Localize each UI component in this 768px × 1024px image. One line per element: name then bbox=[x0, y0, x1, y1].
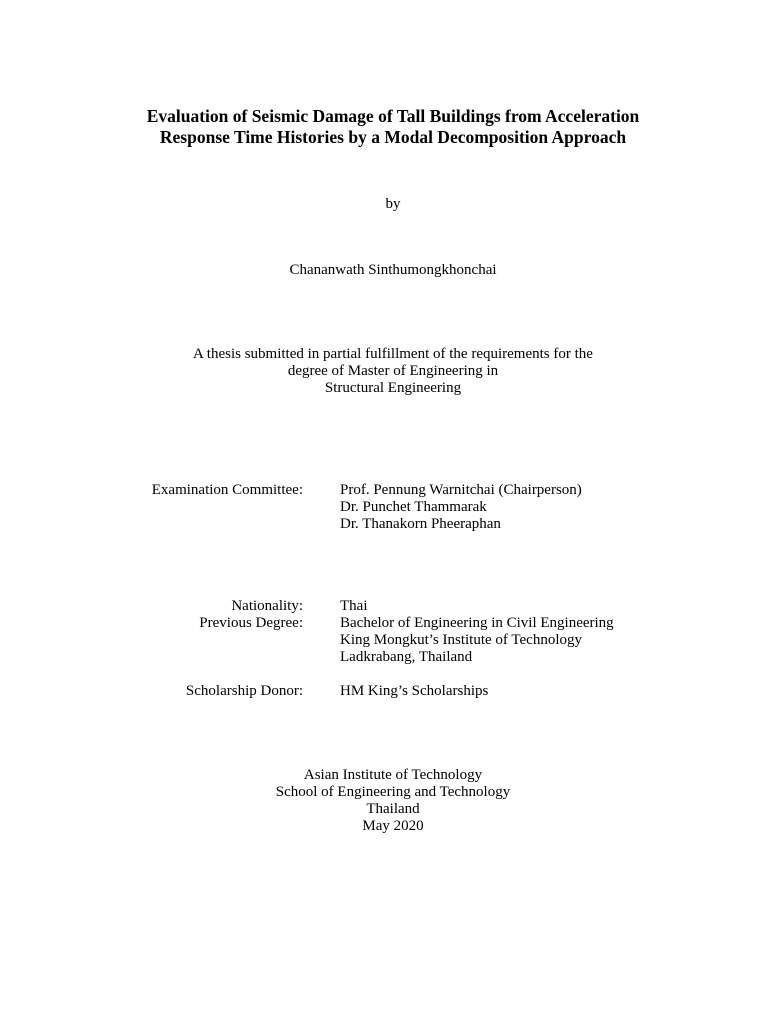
previous-degree-label: Previous Degree: bbox=[199, 615, 303, 631]
thesis-title-line-1: Evaluation of Seismic Damage of Tall Buildings from Acceleration bbox=[146, 106, 640, 126]
committee-member: Prof. Pennung Warnitchai (Chairperson) bbox=[340, 482, 582, 498]
author-name: Chananwath Sinthumongkhonchai bbox=[289, 262, 497, 278]
scholarship-label: Scholarship Donor: bbox=[185, 683, 303, 699]
purpose-line-1: A thesis submitted in partial fulfillment of the requirements for the bbox=[193, 346, 593, 362]
purpose-line-2: degree of Master of Engineering in bbox=[287, 363, 499, 379]
committee-member: Dr. Thanakorn Pheeraphan bbox=[340, 516, 501, 532]
committee-members bbox=[340, 482, 582, 533]
school-name: School of Engineering and Technology bbox=[275, 784, 511, 800]
committee-member: Dr. Punchet Thammarak bbox=[340, 499, 487, 515]
submission-date: May 2020 bbox=[362, 818, 424, 834]
nationality-value: Thai bbox=[340, 598, 368, 614]
thesis-title bbox=[0, 106, 768, 148]
by-text: by bbox=[385, 196, 401, 212]
country: Thailand bbox=[366, 801, 420, 817]
nationality-label: Nationality: bbox=[231, 598, 303, 614]
purpose-line-3: Structural Engineering bbox=[324, 380, 462, 396]
scholarship-value: HM King’s Scholarships bbox=[340, 683, 489, 699]
previous-degree-value bbox=[340, 615, 614, 666]
institution-block bbox=[0, 767, 768, 835]
thesis-purpose-statement bbox=[0, 346, 768, 397]
committee-label: Examination Committee: bbox=[151, 482, 303, 498]
institution-name: Asian Institute of Technology bbox=[303, 767, 483, 783]
previous-degree-line: Bachelor of Engineering in Civil Engineering bbox=[340, 615, 614, 631]
previous-degree-line: King Mongkut’s Institute of Technology bbox=[340, 632, 582, 648]
thesis-title-line-2: Response Time Histories by a Modal Decomposition Approach bbox=[159, 127, 627, 147]
previous-degree-line: Ladkrabang, Thailand bbox=[340, 649, 473, 665]
